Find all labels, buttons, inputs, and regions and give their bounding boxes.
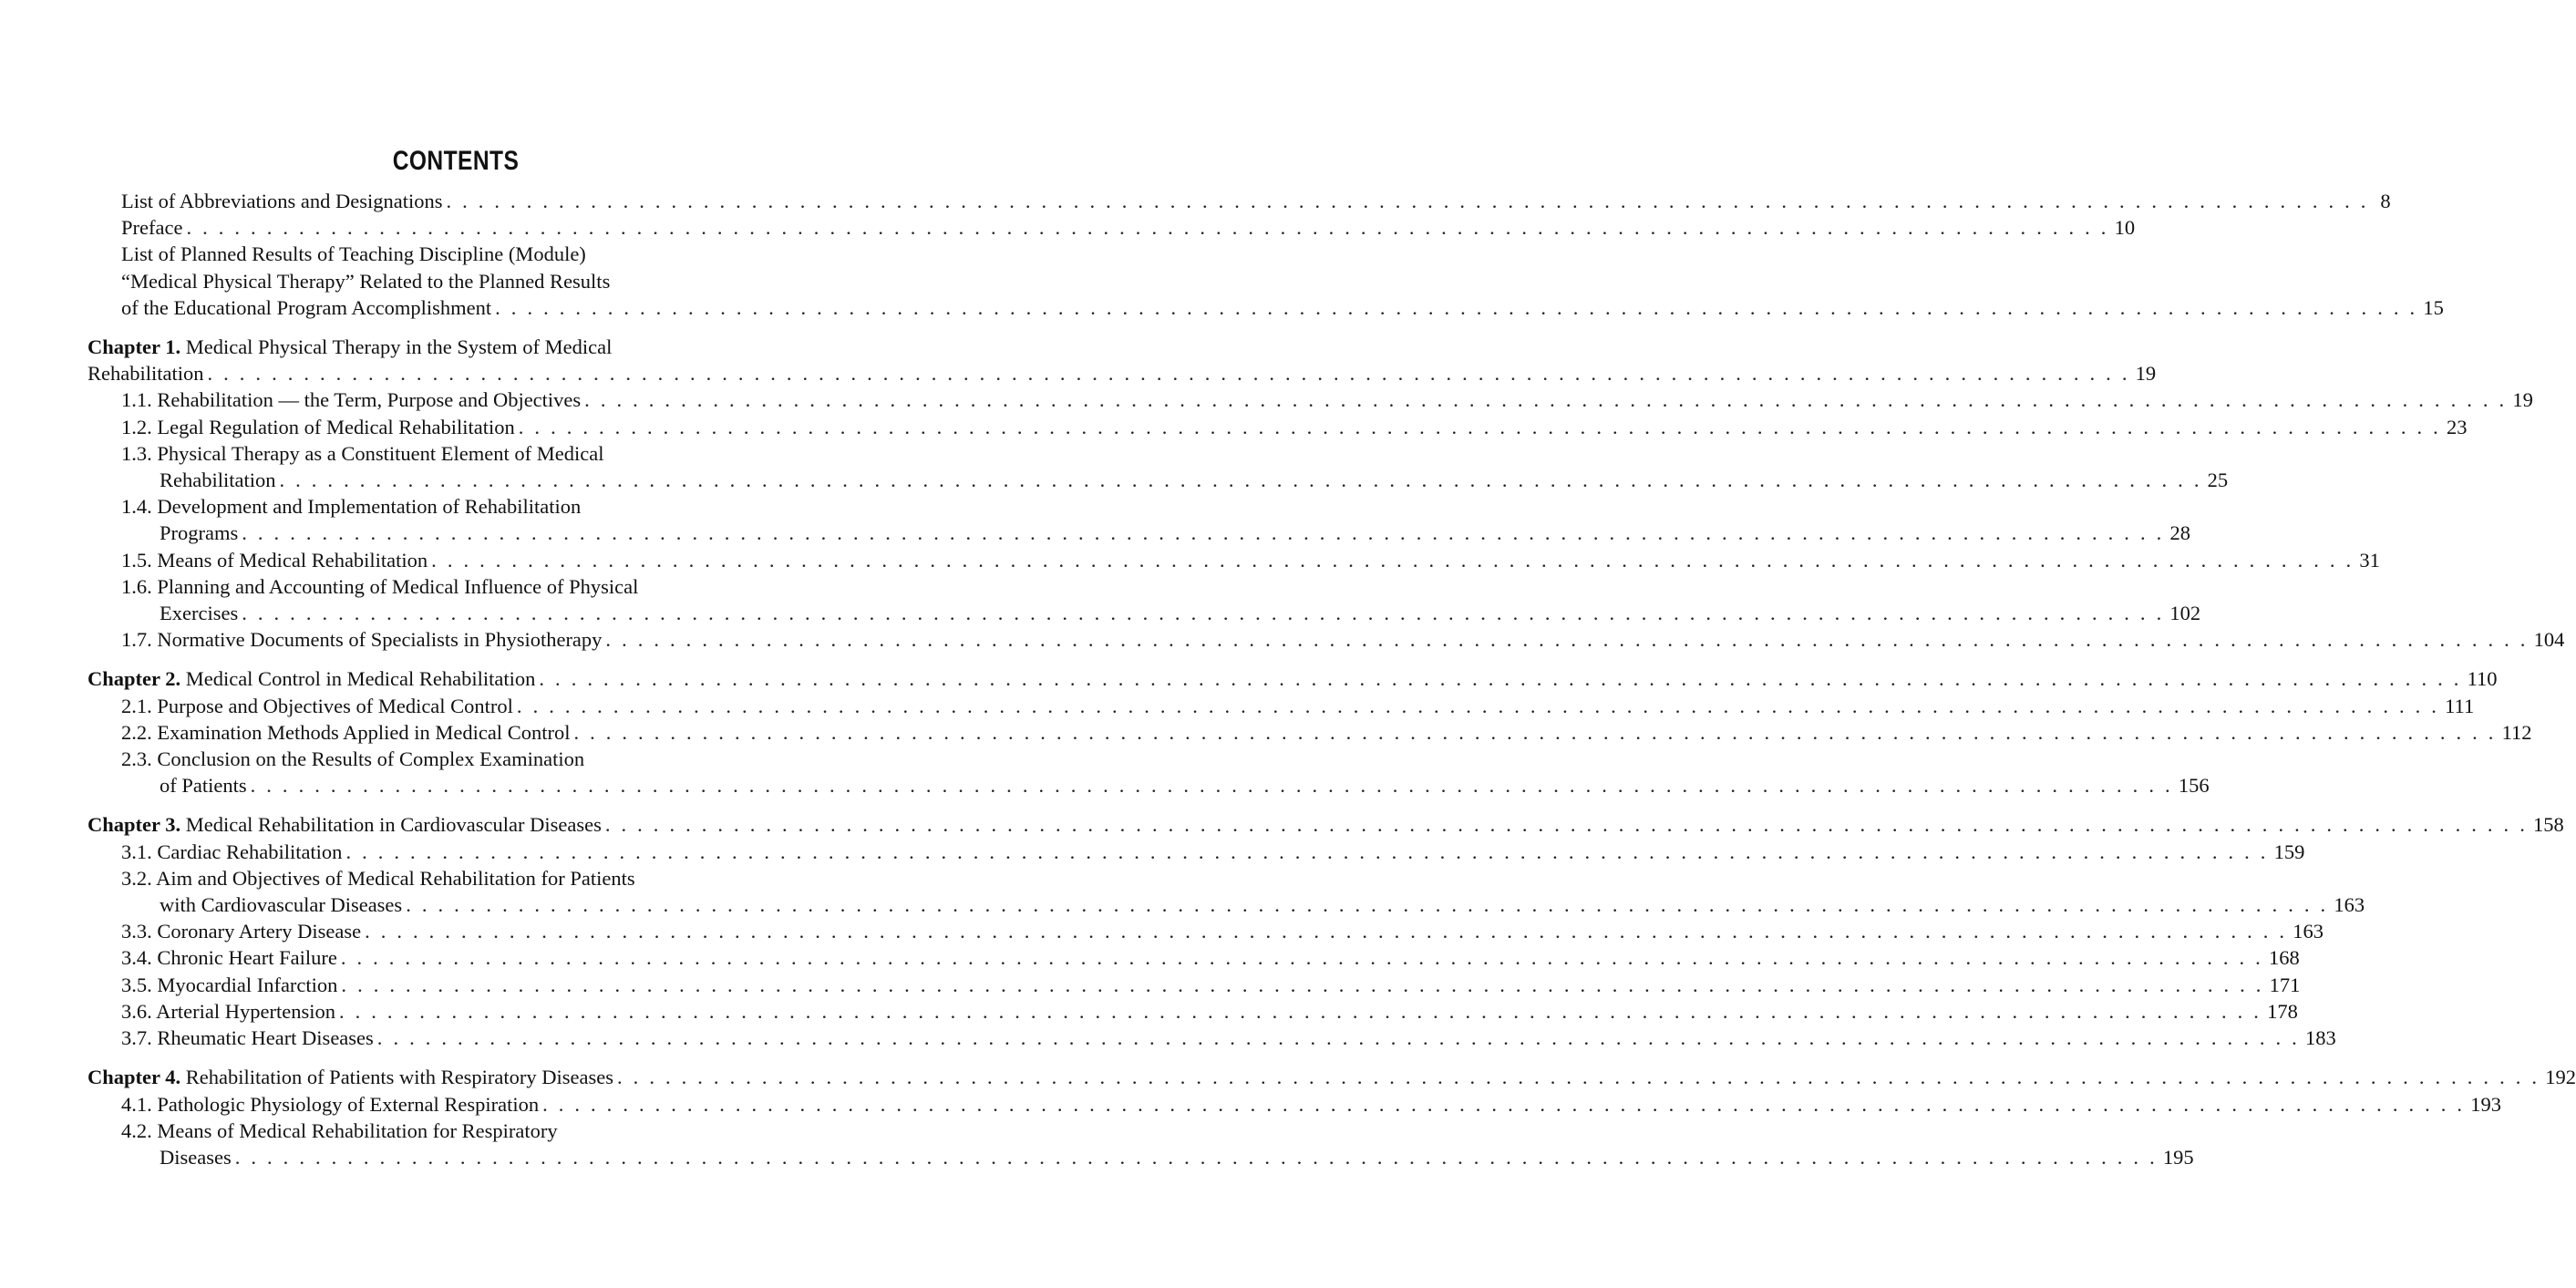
section-gap [0,653,912,665]
section-entry[interactable] [0,719,2532,746]
entry-text: 1.7. Normative Documents of Specialists in Physiotherapy [121,628,603,652]
section-gap [0,1051,912,1064]
entry-line: Chapter 1. Medical Physical Therapy in the System of Medical [88,335,613,359]
section-entry[interactable] [0,746,2210,799]
page-number: 110 [2467,667,2498,691]
entry-line [0,1144,2194,1170]
section-entry[interactable] [0,998,2298,1025]
chapter-label: Chapter 4. [88,1066,186,1089]
page-number: 163 [2293,920,2324,943]
section-number: 4.2. [121,1118,158,1142]
section-number: 3.6. [121,999,157,1023]
chapter-entry[interactable] [0,665,2498,692]
section-number: 1.6. [121,574,158,598]
dot-leader: . . . . . . . . . . . . . . . . . . . . . . . . . . . . . . . . . . . . . . . . . . . . . . . . . . . . . . . . . . . . . . . . . . . . . . . . . . . . . . . . . . . . . . . . . . . . . . . . . . . . . . . . . . . . . . . . . . . . . . . . [539,667,2462,691]
entry-text: 3.3. Coronary Artery Disease [121,920,362,943]
page-number: 171 [2269,973,2301,996]
dot-leader: . . . . . . . . . . . . . . . . . . . . . . . . . . . . . . . . . . . . . . . . . . . . . . . . . . . . . . . . . . . . . . . . . . . . . . . . . . . . . . . . . . . . . . . . . . . . . . . . . . . . . . . . . . . . . . . . . . . . . . . . [279,469,2202,492]
entry-text: 3.6. Arterial Hypertension [121,999,335,1023]
chapter-block [0,1064,2576,1170]
entry-line: 1.3. Physical Therapy as a Constituent Element of Medical [121,441,604,465]
entry-line: 3.2. Aim and Objectives of Medical Rehabilitation for Patients [121,866,635,890]
section-entry[interactable] [0,547,2380,573]
entry-line [0,214,2136,241]
page-number: 8 [2380,190,2391,212]
page-number: 23 [2446,415,2468,438]
chapter-label: Chapter 1. [88,335,186,359]
entry-line [0,520,2190,546]
entry-text: Chapter 2. Medical Control in Medical Rehabilitation [88,667,536,691]
entry-text: 1.2. Legal Regulation of Medical Rehabilitation [121,415,515,438]
dot-leader: . . . . . . . . . . . . . . . . . . . . . . . . . . . . . . . . . . . . . . . . . . . . . . . . . . . . . . . . . . . . . . . . . . . . . . . . . . . . . . . . . . . . . . . . . . . . . . . . . . . . . . . . . . . . . . . . . . . . . . . . [617,1066,2540,1089]
section-gap [0,799,912,811]
page-number: 193 [2470,1092,2502,1116]
entry-line: 2.3. Conclusion on the Results of Complex Examination [121,747,585,771]
section-number: 2.3. [121,747,158,771]
toc-entry[interactable] [0,188,2391,214]
dot-leader: . . . . . . . . . . . . . . . . . . . . . . . . . . . . . . . . . . . . . . . . . . . . . . . . . . . . . . . . . . . . . . . . . . . . . . . . . . . . . . . . . . . . . . . . . . . . . . . . . . . . . . . . . . . . . . . . . . . . . . . . [345,840,2269,863]
page-number: 15 [2423,295,2444,319]
entry-line [0,891,2365,918]
page-number: 159 [2273,840,2305,863]
entry-text: 1.1. Rehabilitation — the Term, Purpose and Objectives [121,388,582,412]
section-entry[interactable] [0,693,2475,719]
entry-text: Rehabilitation [88,362,204,386]
entry-line [0,600,2201,626]
section-entry[interactable] [0,493,2190,546]
dot-leader: . . . . . . . . . . . . . . . . . . . . . . . . . . . . . . . . . . . . . . . . . . . . . . . . . . . . . . . . . . . . . . . . . . . . . . . . . . . . . . . . . . . . . . . . . . . . . . . . . . . . . . . . . . . . . . . . . . . . . . . . [542,1092,2466,1116]
toc-entry[interactable] [0,241,2444,321]
entry-text: Diseases [160,1145,232,1169]
section-entry[interactable] [0,414,2468,440]
page-number: 195 [2162,1145,2194,1169]
entry-line: 4.2. Means of Medical Rehabilitation for Respiratory [121,1118,558,1142]
entry-text: Rehabilitation [160,469,276,492]
section-number: 1.5. [121,548,158,572]
section-number: 3.3. [121,920,158,943]
section-entry[interactable] [0,1091,2502,1118]
section-number: 2.1. [121,694,158,717]
page-number: 19 [2135,362,2157,386]
page-number: 19 [2512,388,2533,412]
section-number: 1.3. [121,441,158,465]
chapter-entry[interactable] [0,811,2564,838]
entry-text: Exercises [160,602,239,625]
section-entry[interactable] [0,573,2201,626]
entry-line: List of Planned Results of Teaching Discipline (Module) [121,242,586,266]
entry-text: 4.1. Pathologic Physiology of External Respiration [121,1092,540,1116]
dot-leader: . . . . . . . . . . . . . . . . . . . . . . . . . . . . . . . . . . . . . . . . . . . . . . . . . . . . . . . . . . . . . . . . . . . . . . . . . . . . . . . . . . . . . . . . . . . . . . . . . . . . . . . . . . . . . . . . . . . . . . . . [605,628,2529,652]
section-entry[interactable] [0,440,2229,493]
dot-leader: . . . . . . . . . . . . . . . . . . . . . . . . . . . . . . . . . . . . . . . . . . . . . . . . . . . . . . . . . . . . . . . . . . . . . . . . . . . . . . . . . . . . . . . . . . . . . . . . . . . . . . . . . . . . . . . . . . . . . . . . [250,774,2173,798]
page-number: 28 [2169,521,2190,545]
page-number: 10 [2114,216,2136,240]
page-number: 156 [2178,774,2210,798]
chapter-entry[interactable] [0,1064,2576,1090]
section-number: 2.2. [121,720,158,744]
entry-text: 1.5. Means of Medical Rehabilitation [121,548,428,572]
section-number: 1.4. [121,495,158,519]
dot-leader: . . . . . . . . . . . . . . . . . . . . . . . . . . . . . . . . . . . . . . . . . . . . . . . . . . . . . . . . . . . . . . . . . . . . . . . . . . . . . . . . . . . . . . . . . . . . . . . . . . . . . . . . . . . . . . . . . . . . . . . . [446,190,2369,212]
entry-line [0,1091,2502,1118]
page-title: CONTENTS [392,146,520,176]
dot-leader: . . . . . . . . . . . . . . . . . . . . . . . . . . . . . . . . . . . . . . . . . . . . . . . . . . . . . . . . . . . . . . . . . . . . . . . . . . . . . . . . . . . . . . . . . . . . . . . . . . . . . . . . . . . . . . . . . . . . . . . . [516,694,2440,717]
dot-leader: . . . . . . . . . . . . . . . . . . . . . . . . . . . . . . . . . . . . . . . . . . . . . . . . . . . . . . . . . . . . . . . . . . . . . . . . . . . . . . . . . . . . . . . . . . . . . . . . . . . . . . . . . . . . . . . . . . . . . . . . [234,1145,2158,1169]
section-number: 3.5. [121,973,158,996]
chapter-block [0,811,2564,1051]
entry-line [0,944,2300,971]
dot-leader: . . . . . . . . . . . . . . . . . . . . . . . . . . . . . . . . . . . . . . . . . . . . . . . . . . . . . . . . . . . . . . . . . . . . . . . . . . . . . . . . . . . . . . . . . . . . . . . . . . . . . . . . . . . . . . . . . . . . . . . . [376,1026,2300,1050]
section-number: 1.1. [121,388,158,412]
dot-leader: . . . . . . . . . . . . . . . . . . . . . . . . . . . . . . . . . . . . . . . . . . . . . . . . . . . . . . . . . . . . . . . . . . . . . . . . . . . . . . . . . . . . . . . . . . . . . . . . . . . . . . . . . . . . . . . . . . . . . . . . [431,548,2354,572]
section-entry[interactable] [0,386,2533,413]
section-number: 3.4. [121,946,158,970]
page-number: 192 [2545,1066,2576,1089]
entry-line [0,918,2324,944]
entry-line: 1.6. Planning and Accounting of Medical Influence of Physical [121,574,639,598]
chapter-block [0,334,2565,653]
dot-leader: . . . . . . . . . . . . . . . . . . . . . . . . . . . . . . . . . . . . . . . . . . . . . . . . . . . . . . . . . . . . . . . . . . . . . . . . . . . . . . . . . . . . . . . . . . . . . . . . . . . . . . . . . . . . . . . . . . . . . . . . [242,521,2165,545]
entry-line [0,839,2305,865]
entry-line [0,360,2157,386]
entry-text: of Patients [160,774,247,798]
section-gap [0,321,912,334]
entry-text: Programs [160,521,239,545]
section-entry[interactable] [0,626,2565,653]
section-entry[interactable] [0,839,2305,865]
page-number: 112 [2501,720,2532,744]
entry-text: 3.1. Cardiac Rehabilitation [121,840,343,863]
section-entry[interactable] [0,944,2300,971]
front-matter [0,188,2444,321]
page-number: 168 [2269,946,2300,970]
section-number: 3.2. [121,866,157,890]
dot-leader: . . . . . . . . . . . . . . . . . . . . . . . . . . . . . . . . . . . . . . . . . . . . . . . . . . . . . . . . . . . . . . . . . . . . . . . . . . . . . . . . . . . . . . . . . . . . . . . . . . . . . . . . . . . . . . . . . . . . . . . . [242,602,2165,625]
section-entry[interactable] [0,972,2301,998]
dot-leader: . . . . . . . . . . . . . . . . . . . . . . . . . . . . . . . . . . . . . . . . . . . . . . . . . . . . . . . . . . . . . . . . . . . . . . . . . . . . . . . . . . . . . . . . . . . . . . . . . . . . . . . . . . . . . . . . . . . . . . . . [365,920,2288,943]
entry-text: List of Abbreviations and Designations [121,190,443,212]
section-number: 4.1. [121,1092,158,1116]
table-of-contents [0,188,2576,1170]
entry-line [0,294,2444,321]
dot-leader: . . . . . . . . . . . . . . . . . . . . . . . . . . . . . . . . . . . . . . . . . . . . . . . . . . . . . . . . . . . . . . . . . . . . . . . . . . . . . . . . . . . . . . . . . . . . . . . . . . . . . . . . . . . . . . . . . . . . . . . . [207,362,2130,386]
dot-leader: . . . . . . . . . . . . . . . . . . . . . . . . . . . . . . . . . . . . . . . . . . . . . . . . . . . . . . . . . . . . . . . . . . . . . . . . . . . . . . . . . . . . . . . . . . . . . . . . . . . . . . . . . . . . . . . . . . . . . . . . [186,216,2109,240]
chapter-label: Chapter 2. [88,667,186,691]
entry-text: 2.1. Purpose and Objectives of Medical Control [121,694,513,717]
entry-line [0,665,2498,692]
dot-leader: . . . . . . . . . . . . . . . . . . . . . . . . . . . . . . . . . . . . . . . . . . . . . . . . . . . . . . . . . . . . . . . . . . . . . . . . . . . . . . . . . . . . . . . . . . . . . . . . . . . . . . . . . . . . . . . . . . . . . . . . [584,388,2508,412]
section-number: 1.2. [121,415,158,438]
page-number: 178 [2267,999,2298,1023]
entry-line [0,414,2468,440]
page-number: 111 [2445,694,2475,717]
section-entry[interactable] [0,865,2365,918]
chapter-block [0,665,2532,799]
entry-text: Chapter 4. Rehabilitation of Patients with Respiratory Diseases [88,1066,614,1089]
entry-line [0,547,2380,573]
page-number: 163 [2334,893,2365,917]
entry-text: 3.4. Chronic Heart Failure [121,946,337,970]
dot-leader: . . . . . . . . . . . . . . . . . . . . . . . . . . . . . . . . . . . . . . . . . . . . . . . . . . . . . . . . . . . . . . . . . . . . . . . . . . . . . . . . . . . . . . . . . . . . . . . . . . . . . . . . . . . . . . . . . . . . . . . . [604,813,2529,837]
dot-leader: . . . . . . . . . . . . . . . . . . . . . . . . . . . . . . . . . . . . . . . . . . . . . . . . . . . . . . . . . . . . . . . . . . . . . . . . . . . . . . . . . . . . . . . . . . . . . . . . . . . . . . . . . . . . . . . . . . . . . . . . [518,415,2441,438]
entry-line: 1.4. Development and Implementation of Rehabilitation [121,495,582,519]
entry-line [0,1025,2336,1051]
entry-line [0,1064,2576,1090]
page-number: 25 [2207,469,2229,492]
section-number: 3.7. [121,1026,158,1050]
chapter-label: Chapter 3. [88,813,186,837]
section-entry[interactable] [0,1118,2194,1170]
dot-leader: . . . . . . . . . . . . . . . . . . . . . . . . . . . . . . . . . . . . . . . . . . . . . . . . . . . . . . . . . . . . . . . . . . . . . . . . . . . . . . . . . . . . . . . . . . . . . . . . . . . . . . . . . . . . . . . . . . . . . . . . [573,720,2497,744]
entry-text: of the Educational Program Accomplishment [121,295,492,319]
entry-line [0,188,2391,214]
entry-line [0,972,2301,998]
chapter-entry[interactable] [0,334,2157,386]
entry-text: 3.5. Myocardial Infarction [121,973,338,996]
section-number: 3.1. [121,840,158,863]
dot-leader: . . . . . . . . . . . . . . . . . . . . . . . . . . . . . . . . . . . . . . . . . . . . . . . . . . . . . . . . . . . . . . . . . . . . . . . . . . . . . . . . . . . . . . . . . . . . . . . . . . . . . . . . . . . . . . . . . . . . . . . . [341,973,2264,996]
toc-entry[interactable] [0,214,2136,241]
page-number: 104 [2533,628,2565,652]
dot-leader: . . . . . . . . . . . . . . . . . . . . . . . . . . . . . . . . . . . . . . . . . . . . . . . . . . . . . . . . . . . . . . . . . . . . . . . . . . . . . . . . . . . . . . . . . . . . . . . . . . . . . . . . . . . . . . . . . . . . . . . . [338,999,2262,1023]
section-entry[interactable] [0,918,2324,944]
entry-line [0,772,2210,799]
page-number: 158 [2533,813,2564,837]
dot-leader: . . . . . . . . . . . . . . . . . . . . . . . . . . . . . . . . . . . . . . . . . . . . . . . . . . . . . . . . . . . . . . . . . . . . . . . . . . . . . . . . . . . . . . . . . . . . . . . . . . . . . . . . . . . . . . . . . . . . . . . . [406,893,2329,917]
entry-line: “Medical Physical Therapy” Related to the Planned Results [121,269,611,293]
entry-line [0,626,2565,653]
section-number: 1.7. [121,628,158,652]
entry-line [0,719,2532,746]
entry-line [0,998,2298,1025]
entry-line [0,693,2475,719]
entry-text: Chapter 3. Medical Rehabilitation in Cardiovascular Diseases [88,813,602,837]
entry-line [0,467,2229,493]
page-number: 102 [2169,602,2201,625]
page-number: 31 [2359,548,2380,572]
entry-line [0,386,2533,413]
entry-text: with Cardiovascular Diseases [160,893,403,917]
entry-text: 2.2. Examination Methods Applied in Medical Control [121,720,571,744]
dot-leader: . . . . . . . . . . . . . . . . . . . . . . . . . . . . . . . . . . . . . . . . . . . . . . . . . . . . . . . . . . . . . . . . . . . . . . . . . . . . . . . . . . . . . . . . . . . . . . . . . . . . . . . . . . . . . . . . . . . . . . . . [495,295,2418,319]
entry-text: 3.7. Rheumatic Heart Diseases [121,1026,374,1050]
dot-leader: . . . . . . . . . . . . . . . . . . . . . . . . . . . . . . . . . . . . . . . . . . . . . . . . . . . . . . . . . . . . . . . . . . . . . . . . . . . . . . . . . . . . . . . . . . . . . . . . . . . . . . . . . . . . . . . . . . . . . . . . [340,946,2263,970]
entry-text: Preface [121,216,183,240]
page-number: 183 [2304,1026,2336,1050]
section-entry[interactable] [0,1025,2336,1051]
entry-line [0,811,2564,838]
